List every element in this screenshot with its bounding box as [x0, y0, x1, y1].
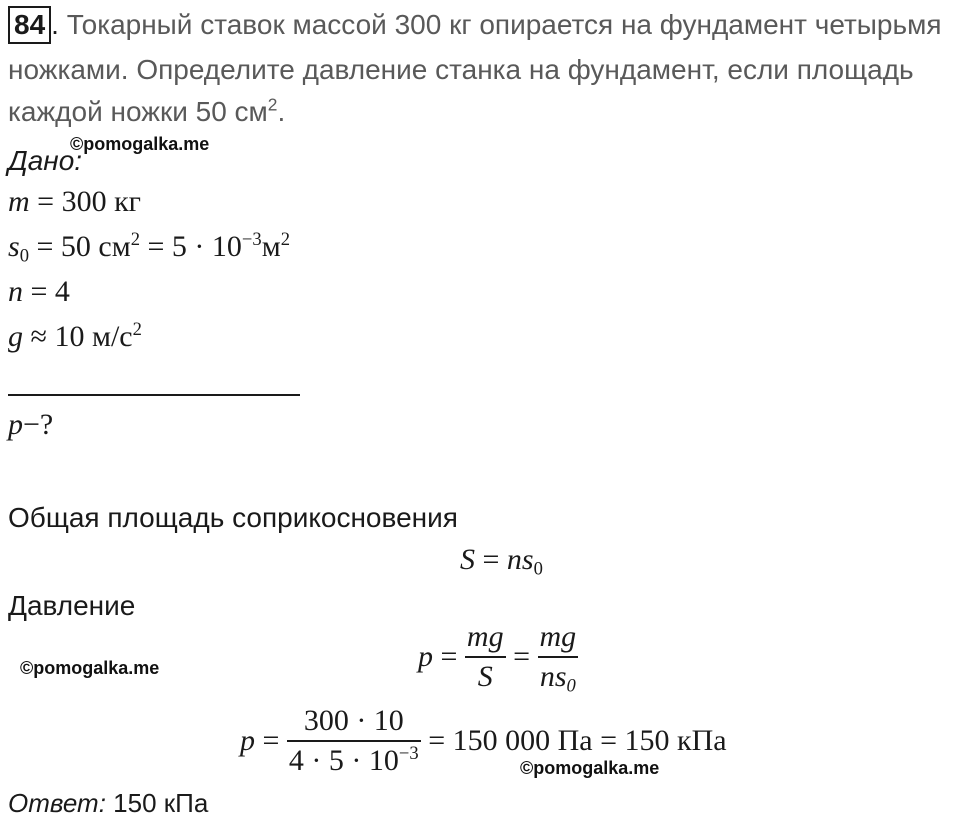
pressure-frac2-den-sub: 0: [566, 675, 576, 697]
given-divider: [8, 394, 300, 396]
given-heading: Дано:: [8, 145, 83, 176]
answer: [8, 788, 208, 819]
area-sup-1: 2: [130, 228, 140, 250]
problem-text-line-1: Токарный ставок массой 300 кг опирается на фундамент четырьмя: [66, 9, 942, 40]
calc-eq-1: =: [255, 724, 287, 757]
problem-number-suffix: .: [51, 9, 59, 40]
problem-end-dot: .: [277, 96, 286, 127]
calc-frac-den-sup: −3: [398, 742, 419, 764]
pressure-label: Давление: [8, 590, 136, 621]
gravity-symbol: g: [8, 320, 23, 353]
pressure-eq-2: =: [505, 640, 538, 673]
mass-symbol: m: [8, 185, 30, 218]
calc-lhs: p: [240, 724, 255, 757]
legs-symbol: n: [8, 275, 23, 308]
find-symbol: p: [8, 408, 23, 441]
area-formula-s: s: [521, 543, 534, 576]
area-label: Общая площадь соприкосновения: [8, 502, 458, 533]
pressure-frac2-den: [538, 658, 579, 697]
area-symbol: s: [8, 230, 20, 263]
answer-label: Ответ:: [8, 788, 106, 818]
pressure-frac2-den-text: ns: [539, 660, 567, 693]
pressure-fraction-1: [465, 622, 506, 692]
area-value-m: = 5 · 10: [140, 230, 242, 263]
given-area: [8, 228, 290, 267]
pressure-eq-1: =: [433, 640, 465, 673]
legs-value: = 4: [23, 275, 70, 308]
mass-value: = 300 кг: [29, 185, 141, 218]
problem-line-2: ножками. Определите давление станка на фундамент, если площадь: [8, 54, 914, 85]
pressure-frac1-den: S: [477, 660, 493, 693]
area-value-cm: = 50 см: [28, 230, 131, 263]
pressure-fraction-2: [538, 620, 579, 697]
answer-value: 150 кПа: [105, 788, 209, 818]
calc-formula: [240, 706, 727, 776]
area-formula-sub: 0: [533, 558, 543, 580]
pressure-frac2-num: mg: [538, 622, 579, 658]
area-formula-eq: =: [475, 543, 507, 576]
given-mass: [8, 187, 141, 217]
problem-sup: 2: [267, 94, 278, 115]
area-subscript: 0: [19, 245, 29, 267]
watermark-2: ©pomogalka.me: [20, 658, 160, 678]
area-formula-lhs: S: [460, 543, 475, 576]
watermark-1: ©pomogalka.me: [70, 134, 210, 154]
given-legs: [8, 277, 70, 307]
area-formula-n: n: [506, 543, 522, 576]
gravity-value: ≈ 10 м/с: [23, 320, 133, 353]
pressure-lhs: p: [418, 640, 433, 673]
problem-number: 84: [14, 9, 46, 40]
area-sup-3: 2: [280, 228, 290, 250]
problem-line-3: [8, 94, 286, 127]
problem-number-box: [8, 6, 51, 44]
area-formula: [460, 543, 543, 580]
area-unit-m: м: [261, 230, 281, 263]
calc-frac-num: 300 · 10: [287, 706, 421, 742]
pressure-frac1-num: mg: [465, 622, 506, 658]
given-gravity: [8, 318, 142, 353]
calc-frac-den-text: 4 · 5 · 10: [288, 744, 399, 777]
problem-line-1: [8, 6, 942, 44]
calc-frac-den: [287, 742, 421, 776]
area-sup-2: −3: [241, 228, 262, 250]
calc-result: = 150 000 Па = 150 кПа: [420, 724, 727, 757]
pressure-formula: [418, 620, 578, 697]
find-pressure: [8, 410, 53, 440]
gravity-sup: 2: [132, 318, 142, 340]
calc-fraction: [287, 706, 421, 776]
watermark-3: ©pomogalka.me: [520, 758, 660, 778]
problem-text-line-3: каждой ножки 50 см: [8, 96, 268, 127]
find-question: −?: [23, 408, 54, 441]
